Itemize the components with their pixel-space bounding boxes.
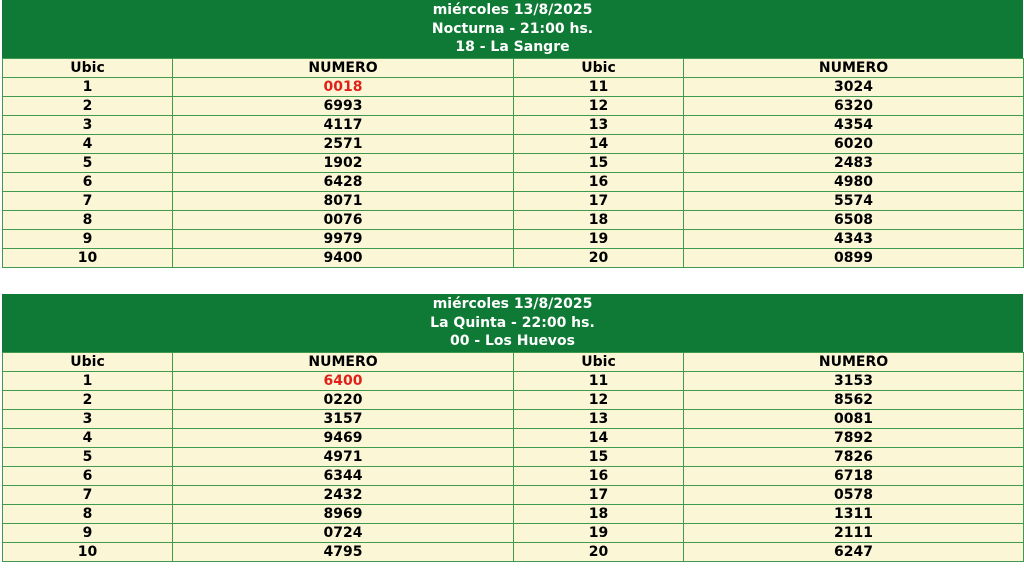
draw-session: Nocturna - 21:00 hs.: [431, 20, 594, 37]
numero-cell: 6320: [684, 97, 1024, 116]
numero-cell: 7892: [684, 429, 1024, 448]
ubic-cell: 12: [514, 97, 684, 116]
table-header-row: [3, 353, 1024, 372]
table-row: [3, 524, 1024, 543]
numero-cell: 2111: [684, 524, 1024, 543]
ubic-cell: 5: [3, 154, 173, 173]
ubic-cell: 14: [514, 429, 684, 448]
numero-cell: 6020: [684, 135, 1024, 154]
table-row: [3, 154, 1024, 173]
draw-date: miércoles 13/8/2025: [432, 2, 593, 18]
table-row: [3, 78, 1024, 97]
ubic-cell: 7: [3, 192, 173, 211]
ubic-cell: 6: [3, 173, 173, 192]
ubic-cell: 9: [3, 524, 173, 543]
results-body: [3, 372, 1024, 562]
ubic-cell: 16: [514, 173, 684, 192]
table-row: [3, 135, 1024, 154]
numero-cell: 8071: [173, 192, 514, 211]
ubic-cell: 19: [514, 230, 684, 249]
numero-cell: 4343: [684, 230, 1024, 249]
table-row: [3, 410, 1024, 429]
ubic-cell: 17: [514, 192, 684, 211]
draw-block-la-quinta: [2, 294, 1023, 562]
ubic-cell: 6: [3, 467, 173, 486]
numero-cell: 0578: [684, 486, 1024, 505]
table-row: [3, 97, 1024, 116]
table-row: [3, 448, 1024, 467]
draw-meaning: 00 - Los Huevos: [449, 333, 576, 349]
table-row: [3, 543, 1024, 562]
ubic-cell: 4: [3, 135, 173, 154]
numero-cell: 7826: [684, 448, 1024, 467]
ubic-cell: 18: [514, 211, 684, 230]
numero-cell: 4980: [684, 173, 1024, 192]
ubic-cell: 16: [514, 467, 684, 486]
ubic-cell: 18: [514, 505, 684, 524]
ubic-cell: 4: [3, 429, 173, 448]
ubic-cell: 9: [3, 230, 173, 249]
numero-cell: 1902: [173, 154, 514, 173]
ubic-cell: 2: [3, 391, 173, 410]
ubic-cell: 7: [3, 486, 173, 505]
ubic-cell: 19: [514, 524, 684, 543]
numero-cell: 0220: [173, 391, 514, 410]
table-row: [3, 391, 1024, 410]
ubic-cell: 11: [514, 78, 684, 97]
numero-cell: 0081: [684, 410, 1024, 429]
ubic-cell: 2: [3, 97, 173, 116]
numero-cell: 2483: [684, 154, 1024, 173]
ubic-cell: 1: [3, 372, 173, 391]
numero-cell: 4971: [173, 448, 514, 467]
numero-cell: 6718: [684, 467, 1024, 486]
col-ubic-header: Ubic: [3, 59, 173, 78]
results-table: [2, 352, 1024, 562]
col-numero-header: NUMERO: [173, 353, 514, 372]
table-header-row: [3, 59, 1024, 78]
results-body: [3, 78, 1024, 268]
table-row: [3, 486, 1024, 505]
ubic-cell: 1: [3, 78, 173, 97]
ubic-cell: 13: [514, 410, 684, 429]
numero-cell: 3153: [684, 372, 1024, 391]
ubic-cell: 15: [514, 154, 684, 173]
ubic-cell: 20: [514, 249, 684, 268]
numero-cell: 9400: [173, 249, 514, 268]
numero-cell: 6508: [684, 211, 1024, 230]
table-row: [3, 429, 1024, 448]
draw-meaning: 18 - La Sangre: [455, 39, 570, 55]
numero-cell: 4117: [173, 116, 514, 135]
col-ubic-header: Ubic: [3, 353, 173, 372]
numero-cell: 6400: [173, 372, 514, 391]
numero-cell: 8969: [173, 505, 514, 524]
numero-cell: 6344: [173, 467, 514, 486]
ubic-cell: 8: [3, 505, 173, 524]
ubic-cell: 17: [514, 486, 684, 505]
table-row: [3, 116, 1024, 135]
draw-header: [2, 0, 1023, 58]
numero-cell: 3157: [173, 410, 514, 429]
ubic-cell: 13: [514, 116, 684, 135]
ubic-cell: 14: [514, 135, 684, 154]
numero-cell: 4795: [173, 543, 514, 562]
numero-cell: 9469: [173, 429, 514, 448]
numero-cell: 0018: [173, 78, 514, 97]
numero-cell: 2432: [173, 486, 514, 505]
table-row: [3, 467, 1024, 486]
ubic-cell: 10: [3, 249, 173, 268]
ubic-cell: 15: [514, 448, 684, 467]
ubic-cell: 5: [3, 448, 173, 467]
numero-cell: 1311: [684, 505, 1024, 524]
draw-date: miércoles 13/8/2025: [432, 296, 593, 312]
ubic-cell: 3: [3, 410, 173, 429]
col-numero-header: NUMERO: [684, 59, 1024, 78]
numero-cell: 0076: [173, 211, 514, 230]
col-numero-header: NUMERO: [173, 59, 514, 78]
results-table: [2, 58, 1024, 268]
ubic-cell: 8: [3, 211, 173, 230]
numero-cell: 0724: [173, 524, 514, 543]
numero-cell: 3024: [684, 78, 1024, 97]
ubic-cell: 11: [514, 372, 684, 391]
col-ubic-header: Ubic: [514, 353, 684, 372]
numero-cell: 2571: [173, 135, 514, 154]
draw-header: [2, 294, 1023, 352]
ubic-cell: 10: [3, 543, 173, 562]
table-row: [3, 230, 1024, 249]
col-ubic-header: Ubic: [514, 59, 684, 78]
numero-cell: 6993: [173, 97, 514, 116]
table-row: [3, 505, 1024, 524]
table-row: [3, 211, 1024, 230]
col-numero-header: NUMERO: [684, 353, 1024, 372]
table-row: [3, 372, 1024, 391]
ubic-cell: 3: [3, 116, 173, 135]
numero-cell: 5574: [684, 192, 1024, 211]
table-row: [3, 249, 1024, 268]
ubic-cell: 12: [514, 391, 684, 410]
numero-cell: 6247: [684, 543, 1024, 562]
draw-block-nocturna: [2, 0, 1023, 268]
numero-cell: 9979: [173, 230, 514, 249]
table-row: [3, 192, 1024, 211]
numero-cell: 0899: [684, 249, 1024, 268]
draw-session: La Quinta - 22:00 hs.: [430, 314, 595, 331]
numero-cell: 4354: [684, 116, 1024, 135]
numero-cell: 6428: [173, 173, 514, 192]
ubic-cell: 20: [514, 543, 684, 562]
numero-cell: 8562: [684, 391, 1024, 410]
table-row: [3, 173, 1024, 192]
